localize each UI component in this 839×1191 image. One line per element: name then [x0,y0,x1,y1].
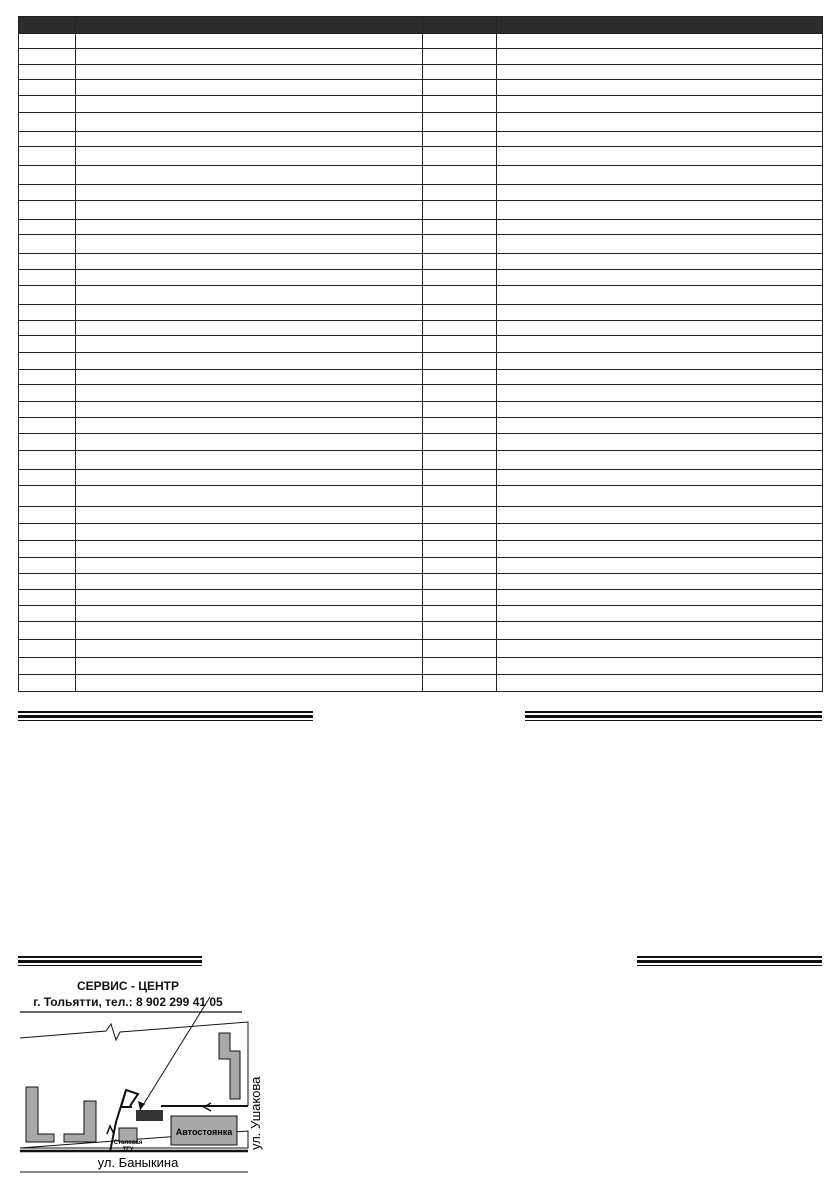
table-cell [497,220,823,235]
table-cell [497,622,823,640]
table-row [19,486,823,507]
table-row [19,606,823,622]
table-cell [19,147,76,166]
table-cell [19,132,76,147]
table-cell [497,147,823,166]
pointer-arrowhead [138,1101,145,1110]
table-cell [497,558,823,574]
table-cell [76,201,423,220]
building-l-left [26,1087,54,1142]
table-row [19,166,823,185]
table-cell [423,305,497,321]
table-cell [423,147,497,166]
table-cell [423,451,497,470]
table-cell [76,185,423,201]
table-header-row [19,17,823,34]
table-row [19,147,823,166]
table-cell [19,590,76,606]
service-record-table [18,16,823,692]
table-cell [497,658,823,675]
column-header [497,17,823,34]
table-cell [423,590,497,606]
table-row [19,254,823,270]
table-cell [423,418,497,434]
table-cell [497,402,823,418]
table-cell [76,321,423,336]
table-row [19,658,823,675]
table-cell [423,49,497,65]
table-row [19,201,823,220]
table-cell [19,96,76,113]
table-cell [76,270,423,286]
table-cell [497,270,823,286]
table-cell [423,235,497,254]
table-cell [497,336,823,353]
table-row [19,65,823,80]
table-row [19,507,823,524]
section-rule-left [18,711,313,722]
table-cell [19,524,76,541]
table-cell [19,606,76,622]
table-cell [423,321,497,336]
table-cell [76,254,423,270]
table-cell [497,606,823,622]
table-cell [19,486,76,507]
table-cell [19,321,76,336]
location-map [14,976,264,1186]
table-cell [497,321,823,336]
table-row [19,321,823,336]
table-cell [19,385,76,402]
table-cell [19,353,76,370]
table-cell [76,486,423,507]
table-row [19,622,823,640]
table-cell [76,418,423,434]
table-cell [497,385,823,402]
table-cell [76,558,423,574]
table-row [19,185,823,201]
table-cell [76,470,423,486]
table-cell [423,254,497,270]
table-cell [423,385,497,402]
table-cell [423,353,497,370]
section-rule-map-right [637,956,822,967]
table-cell [497,418,823,434]
parking-label: Автостоянка [175,1127,233,1137]
table-row [19,558,823,574]
table-cell [497,34,823,49]
table-cell [76,132,423,147]
table-cell [423,270,497,286]
table-cell [19,451,76,470]
table-cell [19,507,76,524]
table-row [19,80,823,96]
table-cell [497,675,823,692]
table-cell [423,558,497,574]
table-cell [423,622,497,640]
table-cell [497,201,823,220]
table-cell [423,185,497,201]
table-cell [76,49,423,65]
canteen-label: Столовая [113,1140,143,1146]
table-cell [76,305,423,321]
table-row [19,574,823,590]
table-row [19,49,823,65]
table-cell [497,470,823,486]
table-cell [497,640,823,658]
table-cell [19,658,76,675]
table-cell [423,336,497,353]
table-cell [423,201,497,220]
table-cell [497,254,823,270]
table-cell [423,606,497,622]
table-cell [423,541,497,558]
street-right-label: ул. Ушакова [248,1076,263,1150]
table-cell [423,524,497,541]
table-cell [76,640,423,658]
table-cell [497,541,823,558]
table-cell [423,34,497,49]
table-cell [423,470,497,486]
table-cell [497,305,823,321]
table-cell [19,622,76,640]
table-cell [423,286,497,305]
table-row [19,270,823,286]
table-row [19,590,823,606]
table-cell [19,434,76,451]
table-row [19,541,823,558]
table-cell [497,451,823,470]
table-cell [19,558,76,574]
table-row [19,370,823,385]
table-cell [76,574,423,590]
table-cell [19,370,76,385]
table-row [19,336,823,353]
table-cell [423,65,497,80]
table-cell [76,434,423,451]
table-row [19,640,823,658]
table-cell [19,286,76,305]
table-cell [423,507,497,524]
building-right [219,1033,240,1099]
table-cell [76,336,423,353]
table-cell [423,640,497,658]
table-cell [497,80,823,96]
table-cell [19,49,76,65]
table-cell [76,541,423,558]
table-cell [19,220,76,235]
table-row [19,524,823,541]
table-cell [19,185,76,201]
table-cell [76,220,423,235]
table-row [19,402,823,418]
service-center-building [136,1110,163,1121]
service-center-address: г. Тольятти, тел.: 8 902 299 41 05 [33,995,223,1009]
table-row [19,353,823,370]
table-cell [76,65,423,80]
table-cell [76,34,423,49]
table-cell [76,622,423,640]
table-row [19,434,823,451]
table-row [19,451,823,470]
table-cell [497,434,823,451]
table-cell [497,353,823,370]
table-cell [19,166,76,185]
table-cell [497,590,823,606]
table-cell [76,235,423,254]
table-cell [497,524,823,541]
table-cell [76,507,423,524]
street-bottom-label: ул. Баныкина [97,1155,179,1170]
table-cell [497,235,823,254]
table-cell [19,574,76,590]
table-cell [76,166,423,185]
table-cell [497,574,823,590]
table-cell [19,675,76,692]
map-drawing [14,976,264,1186]
table-cell [76,675,423,692]
table-cell [423,80,497,96]
table-cell [423,220,497,235]
table-cell [19,201,76,220]
table-cell [497,507,823,524]
table-cell [76,113,423,132]
table-cell [423,402,497,418]
table-cell [19,65,76,80]
table-cell [76,385,423,402]
table-cell [497,166,823,185]
table-cell [423,113,497,132]
table-row [19,385,823,402]
table-cell [19,305,76,321]
table-row [19,34,823,49]
table-row [19,235,823,254]
table-row [19,418,823,434]
table-cell [76,353,423,370]
column-header [76,17,423,34]
table-cell [497,113,823,132]
table-row [19,305,823,321]
table-cell [76,96,423,113]
table-cell [19,270,76,286]
column-header [19,17,76,34]
table-row [19,96,823,113]
table-cell [497,286,823,305]
table-cell [423,486,497,507]
table-cell [19,34,76,49]
table-row [19,286,823,305]
table-cell [76,590,423,606]
table-cell [423,574,497,590]
table-cell [497,49,823,65]
table-row [19,470,823,486]
table-row [19,220,823,235]
table-cell [19,336,76,353]
table-cell [423,675,497,692]
table-cell [19,254,76,270]
section-rule-map-left [18,956,202,967]
table-cell [76,524,423,541]
building-l-right [64,1101,96,1142]
table-cell [76,658,423,675]
column-header [423,17,497,34]
table-cell [19,640,76,658]
table-cell [497,132,823,147]
table-cell [497,370,823,385]
table-cell [76,606,423,622]
table-cell [76,286,423,305]
table-cell [76,451,423,470]
table-cell [423,434,497,451]
pointer-line [140,997,210,1110]
table-cell [19,402,76,418]
table-cell [423,166,497,185]
table-cell [497,96,823,113]
table-cell [19,80,76,96]
table-cell [497,486,823,507]
table-cell [423,132,497,147]
table-cell [423,658,497,675]
route-arrow-up [107,1126,114,1134]
table-cell [19,541,76,558]
table-cell [423,96,497,113]
table-cell [76,370,423,385]
table-cell [497,65,823,80]
canteen-label-2: ТГУ [122,1147,134,1153]
table-cell [19,235,76,254]
table-cell [76,80,423,96]
table-cell [19,470,76,486]
section-rule-right [525,711,822,722]
table-cell [19,418,76,434]
table-cell [76,402,423,418]
table-cell [76,147,423,166]
table-body [19,34,823,692]
table-row [19,675,823,692]
table-cell [497,185,823,201]
table-row [19,132,823,147]
service-center-title: СЕРВИС - ЦЕНТР [76,979,180,993]
table-cell [19,113,76,132]
table-cell [423,370,497,385]
table-row [19,113,823,132]
